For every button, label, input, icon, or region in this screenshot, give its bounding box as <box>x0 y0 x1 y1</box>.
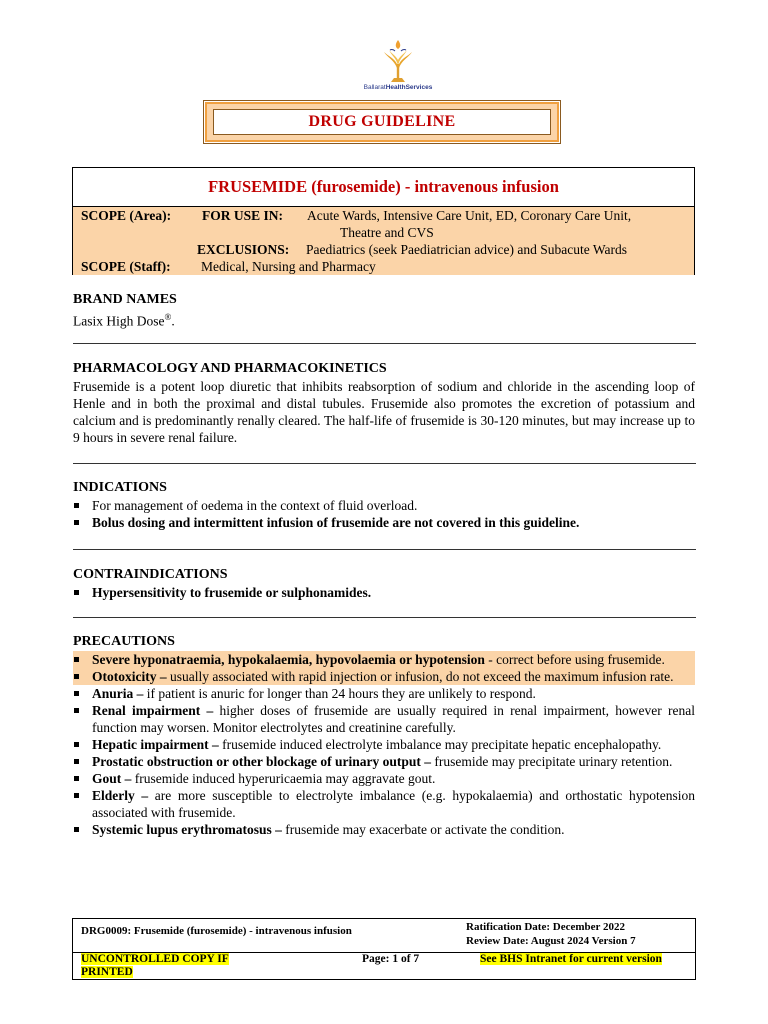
indications-heading: INDICATIONS <box>73 480 167 495</box>
list-item: Bolus dosing and intermittent infusion of frusemide are not covered in this guideline. <box>73 514 695 531</box>
scope-staff-text: Medical, Nursing and Pharmacy <box>201 259 376 274</box>
contraindications-list <box>73 584 695 601</box>
section-divider <box>73 463 696 464</box>
footer-uncontrolled-copy: UNCONTROLLED COPY IF <box>81 953 229 965</box>
list-item: Severe hyponatraemia, hypokalaemia, hypovolaemia or hypotension - correct before using frusemide. <box>73 651 695 668</box>
scope-area-label: SCOPE (Area): <box>81 208 172 223</box>
indications-list <box>73 497 695 531</box>
brand-names-text: Lasix High Dose®. <box>73 312 175 329</box>
title-scope-box <box>72 167 695 275</box>
list-item: Ototoxicity – usually associated with rapid injection or infusion, do not exceed the maximum infusion rate. <box>73 668 695 685</box>
bhs-hands-logo-icon <box>378 38 418 86</box>
exclusions-label: EXCLUSIONS: <box>197 242 290 257</box>
for-use-label: FOR USE IN: <box>202 208 284 223</box>
drug-guideline-banner <box>205 102 559 142</box>
section-divider <box>73 343 696 344</box>
list-item: Hypersensitivity to frusemide or sulphonamides. <box>73 584 695 601</box>
footer-uncontrolled-copy-2: PRINTED <box>81 966 133 978</box>
document-footer <box>72 918 696 980</box>
list-item: Systemic lupus erythromatosus – frusemide may exacerbate or activate the condition. <box>73 821 695 838</box>
list-item: For management of oedema in the context of fluid overload. <box>73 497 695 514</box>
list-item: Elderly – are more susceptible to electrolyte imbalance (e.g. hypokalaemia) and orthostatic hypotension associated with frusemide. <box>73 787 695 821</box>
footer-review-date: Review Date: August 2024 Version 7 <box>466 935 636 947</box>
section-divider <box>73 617 696 618</box>
precautions-list <box>73 651 695 838</box>
list-item: Hepatic impairment – frusemide induced electrolyte imbalance may precipitate hepatic encephalopathy. <box>73 736 695 753</box>
contraindications-heading: CONTRAINDICATIONS <box>73 567 228 582</box>
pharmacology-heading: PHARMACOLOGY AND PHARMACOKINETICS <box>73 361 387 376</box>
for-use-text-1: Acute Wards, Intensive Care Unit, ED, Coronary Care Unit, <box>307 208 632 223</box>
logo <box>356 38 440 100</box>
logo-text: BallaratHealthServices <box>363 84 433 91</box>
footer-intranet-note: See BHS Intranet for current version <box>480 953 662 965</box>
scope-staff-label: SCOPE (Staff): <box>81 259 171 274</box>
scope-section <box>73 207 694 275</box>
list-item: Prostatic obstruction or other blockage of urinary output – frusemide may precipitate urinary retention. <box>73 753 695 770</box>
list-item: Anuria – if patient is anuric for longer than 24 hours they are unlikely to respond. <box>73 685 695 702</box>
precautions-heading: PRECAUTIONS <box>73 634 175 649</box>
exclusions-text: Paediatrics (seek Paediatrician advice) and Subacute Wards <box>306 242 628 257</box>
list-item: Gout – frusemide induced hyperuricaemia may aggravate gout. <box>73 770 695 787</box>
list-item: Renal impairment – higher doses of frusemide are usually required in renal impairment, however renal function may worsen. Monitor electrolytes and creatinine carefully. <box>73 702 695 736</box>
footer-document-id: DRG0009: Frusemide (furosemide) - intravenous infusion <box>81 925 352 937</box>
for-use-text-2: Theatre and CVS <box>340 225 434 240</box>
brand-names-heading: BRAND NAMES <box>73 292 177 307</box>
footer-ratification-date: Ratification Date: December 2022 <box>466 921 625 933</box>
footer-page-number: Page: 1 of 7 <box>362 953 420 965</box>
section-divider <box>73 549 696 550</box>
pharmacology-text: Frusemide is a potent loop diuretic that inhibits reabsorption of sodium and chloride in the ascending loop of Henle and in both the proximal and distal tubules. Frusemide also promotes the excretion of potassium and calcium and is predominantly renally cleared. The half-life of frusemide is 30-120 minutes, but may increase up to 9 hours in severe renal failure. <box>73 379 695 445</box>
document-title: FRUSEMIDE (furosemide) - intravenous infusion <box>208 177 559 196</box>
banner-title: DRUG GUIDELINE <box>308 113 456 130</box>
